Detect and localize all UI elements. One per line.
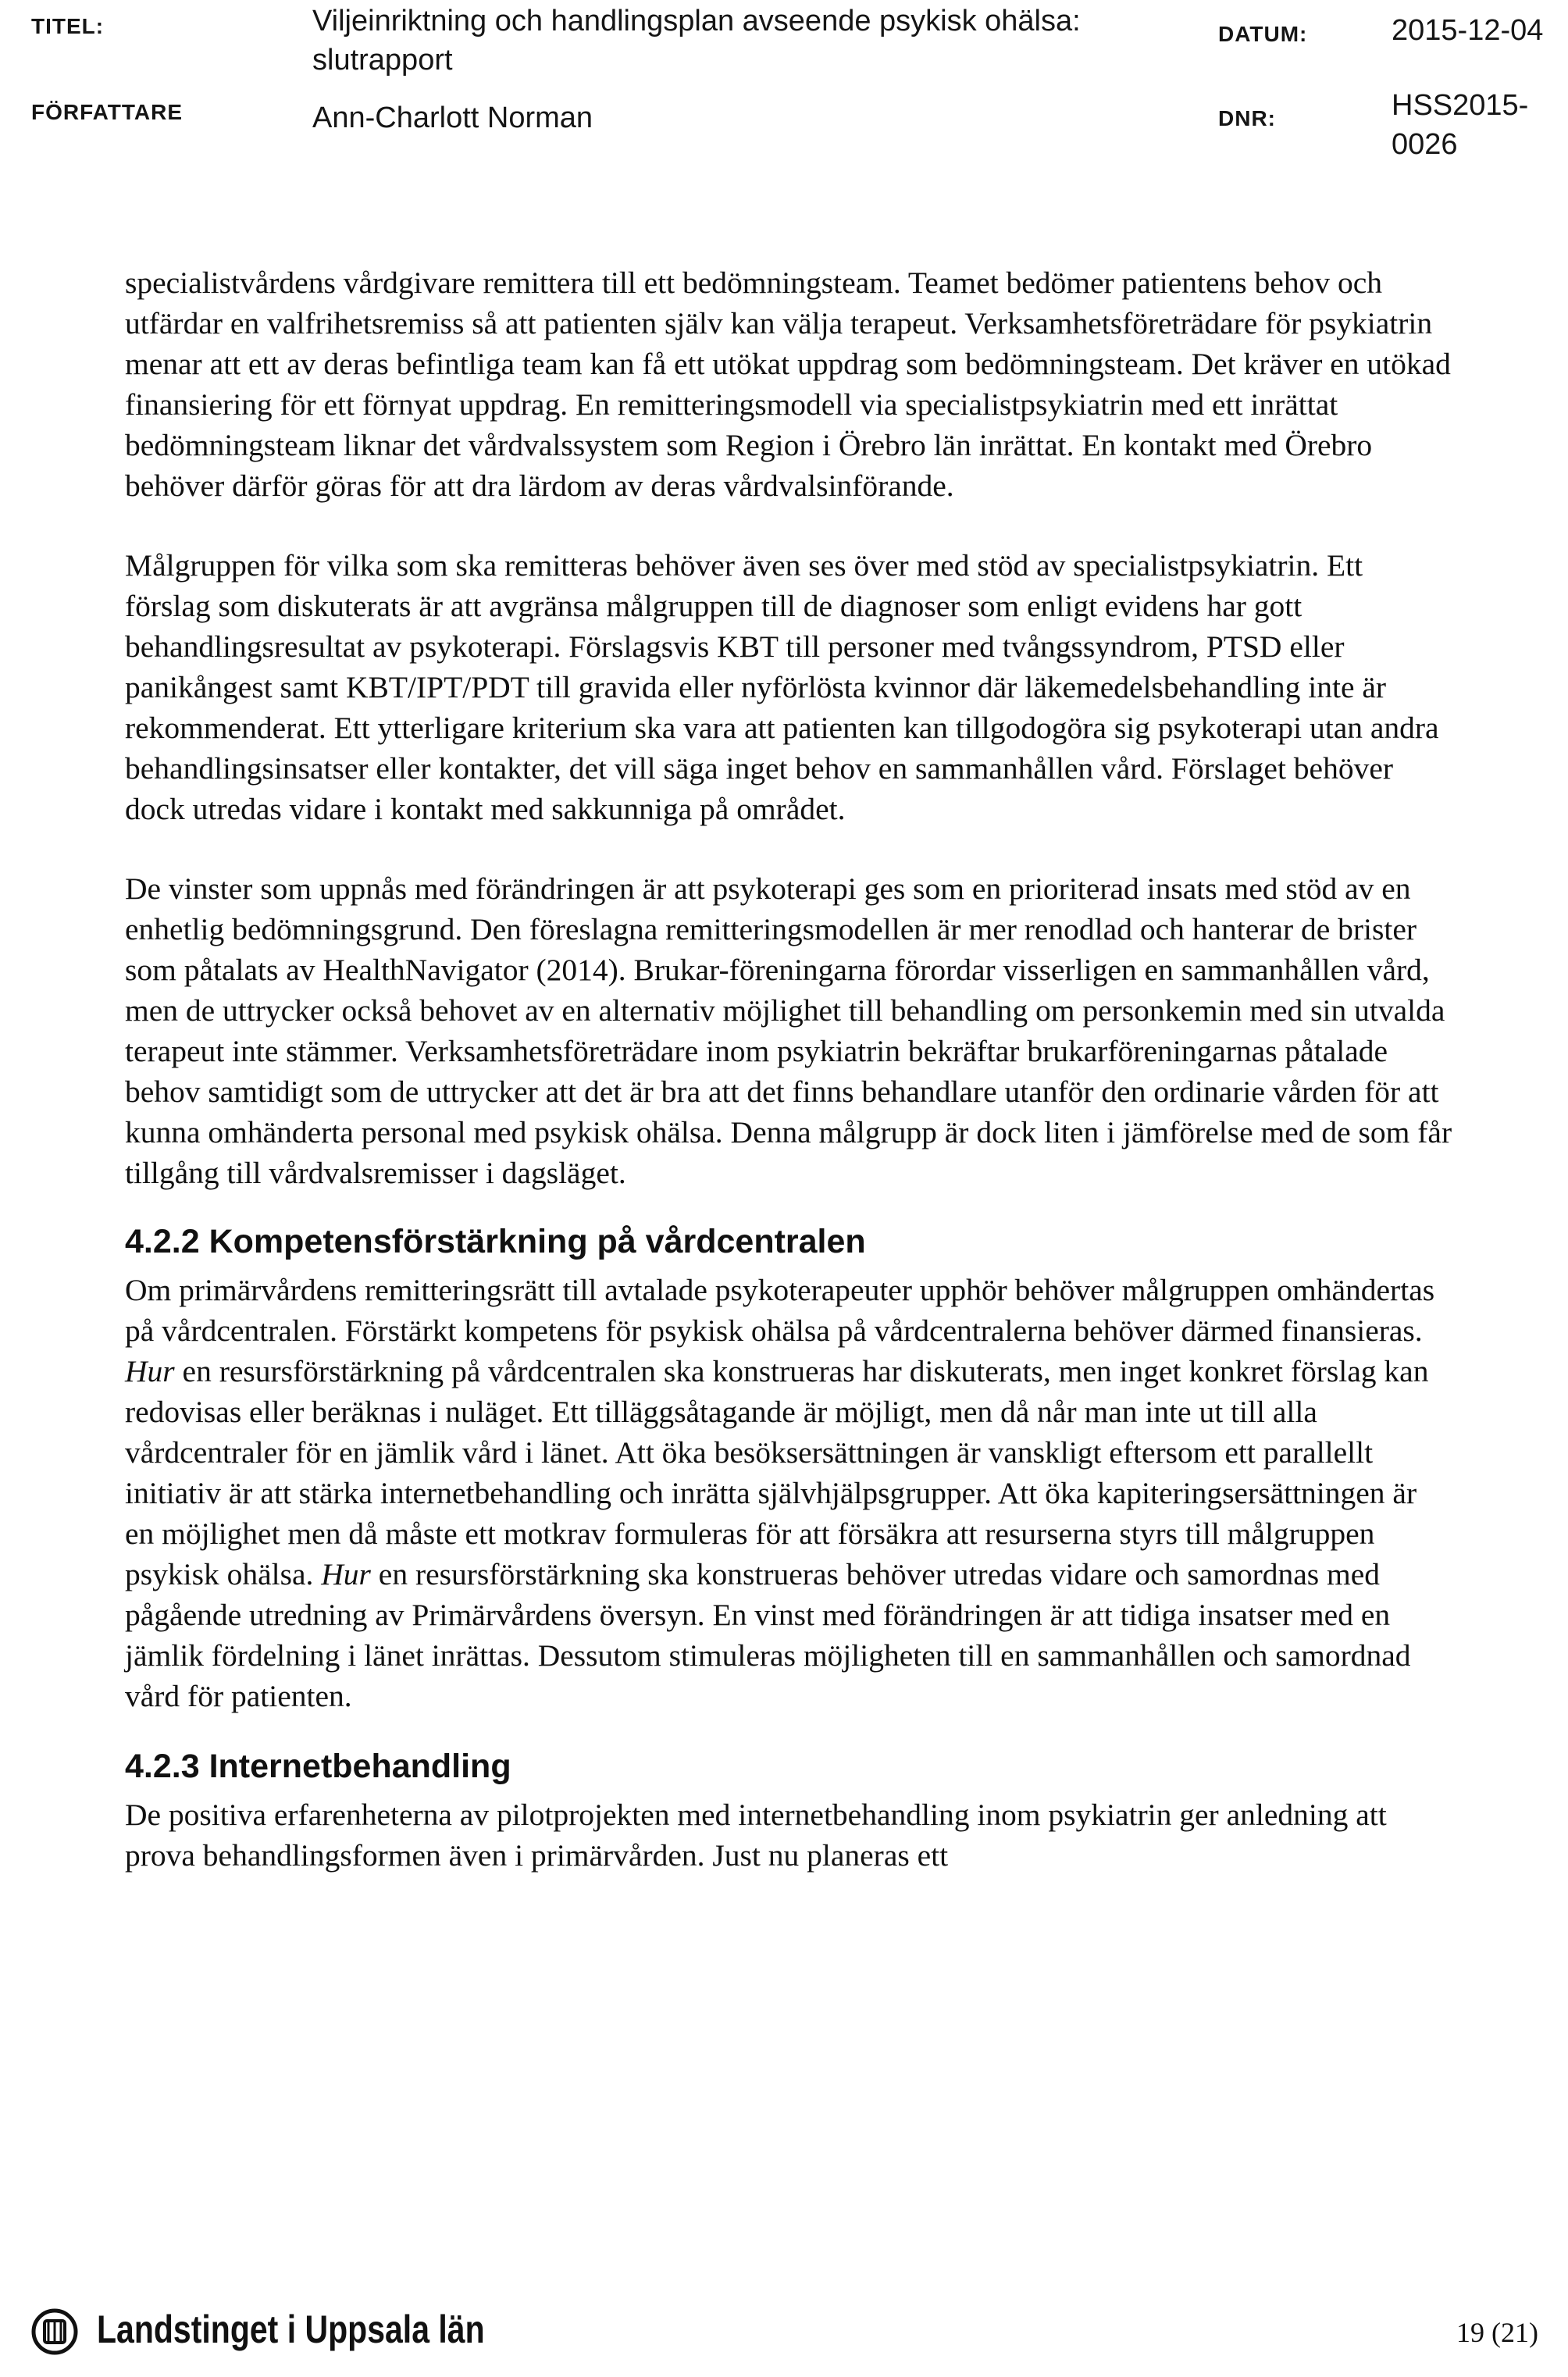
page-footer (31, 2304, 1538, 2366)
date-value: 2015-12-04 (1392, 14, 1544, 47)
county-council-logo-icon (31, 2308, 78, 2355)
document-body (125, 262, 1452, 1915)
paragraph-text: Om primärvårdens remitteringsrätt till avtalade psykoterapeuter upphör behöver målgruppen omhändertas på vårdcentralen. Förstärkt kompetens för psykisk ohälsa på vårdcentralerna behöver därmed finansieras. (125, 1273, 1435, 1348)
emphasis-text: Hur (321, 1557, 371, 1591)
paragraph: Målgruppen för vilka som ska remitteras behöver även ses över med stöd av specialistpsykiatrin. Ett förslag som diskuterats är att avgränsa målgruppen till de diagnoser som enligt evidens har gott behandlingsresultat av psykoterapi. Förslagsvis KBT till personer med tvångssyndrom, PTSD eller panikångest samt KBT/IPT/PDT till gravida eller nyförlösta kvinnor där läkemedelsbehandling inte är rekommenderat. Ett ytterligare kriterium ska vara att patienten kan tillgodogöra sig psykoterapi utan andra behandlingsinsatser eller kontakter, det vill säga inget behov en sammanhållen vård. Förslaget behöver dock utredas vidare i kontakt med sakkunniga på området. (125, 548, 1439, 826)
title-label: TITEL: (31, 14, 105, 38)
paragraph-text: en resursförstärkning ska konstrueras behöver utredas vidare och samordnas med pågående utredning av Primärvårdens översyn. En vinst med förändringen är att tidiga insatser med en jämlik fördelning i länet inrättas. Dessutom stimuleras möjligheten till en sammanhållen och samordnad vård för patienten. (125, 1557, 1411, 1713)
paragraph: specialistvårdens vårdgivare remittera till ett bedömningsteam. Teamet bedömer patientens behov och utfärdar en valfrihetsremiss så att patienten själv kan välja terapeut. Verksamhetsföreträdare för psykiatrin menar att ett av deras befintliga team kan få ett utökat uppdrag som bedömningsteam. Det kräver en utökad finansiering för ett förnyat uppdrag. En remitteringsmodell via specialistpsykiatrin med ett inrättat bedömningsteam liknar det vårdvalssystem som Region i Örebro län inrättat. En kontakt med Örebro behöver därför göras för att dra lärdom av deras vårdvalsinförande. (125, 265, 1451, 503)
dnr-label: DNR: (1218, 106, 1276, 130)
page-number: 19 (21) (1456, 2317, 1538, 2348)
author-value: Ann-Charlott Norman (312, 102, 593, 134)
author-label: FÖRFATTARE (31, 100, 184, 124)
paragraph (125, 1270, 1452, 1716)
organization-name: Landstinget i Uppsala län (97, 2308, 485, 2351)
paragraph-text: en resursförstärkning på vårdcentralen ska konstrueras har diskuterats, men inget konkret förslag kan redovisas eller beräknas i nuläget. Ett tilläggsåtagande är möjligt, men då når man inte ut till alla vårdcentraler för en jämlik vård i länet. Att öka besöksersättningen är vanskligt eftersom ett parallellt initiativ är att stärka internetbehandling och inrätta självhjälpsgrupper. Att öka kapiteringsersättningen är en möjlighet men då måste ett motkrav formuleras för att försäkra att resurserna styrs till målgruppen psykisk ohälsa. (125, 1354, 1429, 1591)
date-label: DATUM: (1218, 22, 1308, 46)
title-value: Viljeinriktning och handlingsplan avseende psykisk ohälsa: slutrapport (312, 5, 1081, 77)
emphasis-text: Hur (125, 1354, 175, 1388)
section-heading: 4.2.3 Internetbehandling (125, 1748, 511, 1785)
paragraph: De positiva erfarenheterna av pilotprojekten med internetbehandling inom psykiatrin ger anledning att prova behandlingsformen även i primärvården. Just nu planeras ett (125, 1798, 1387, 1873)
paragraph: De vinster som uppnås med förändringen är att psykoterapi ges som en prioriterad insats med stöd av en enhetlig bedömningsgrund. Den föreslagna remitteringsmodellen är mer renodlad och hanterar de brister som påtalats av HealthNavigator (2014). Brukar-föreningarna förordar visserligen en sammanhållen vård, men de uttrycker också behovet av en alternativ möjlighet till behandling om personkemin med sin utvalda terapeut inte stämmer. Verksamhetsföreträdare inom psykiatrin bekräftar brukarföreningarnas påtalade behov samtidigt som de uttrycker att det är bra att det finns behandlare utanför den ordinarie vården för att kunna omhänderta personal med psykisk ohälsa. Denna målgrupp är dock liten i jämförelse med de som får tillgång till vårdvalsremisser i dagsläget. (125, 871, 1452, 1190)
dnr-value: HSS2015-0026 (1392, 89, 1529, 161)
section-heading: 4.2.2 Kompetensförstärkning på vårdcentralen (125, 1223, 866, 1260)
